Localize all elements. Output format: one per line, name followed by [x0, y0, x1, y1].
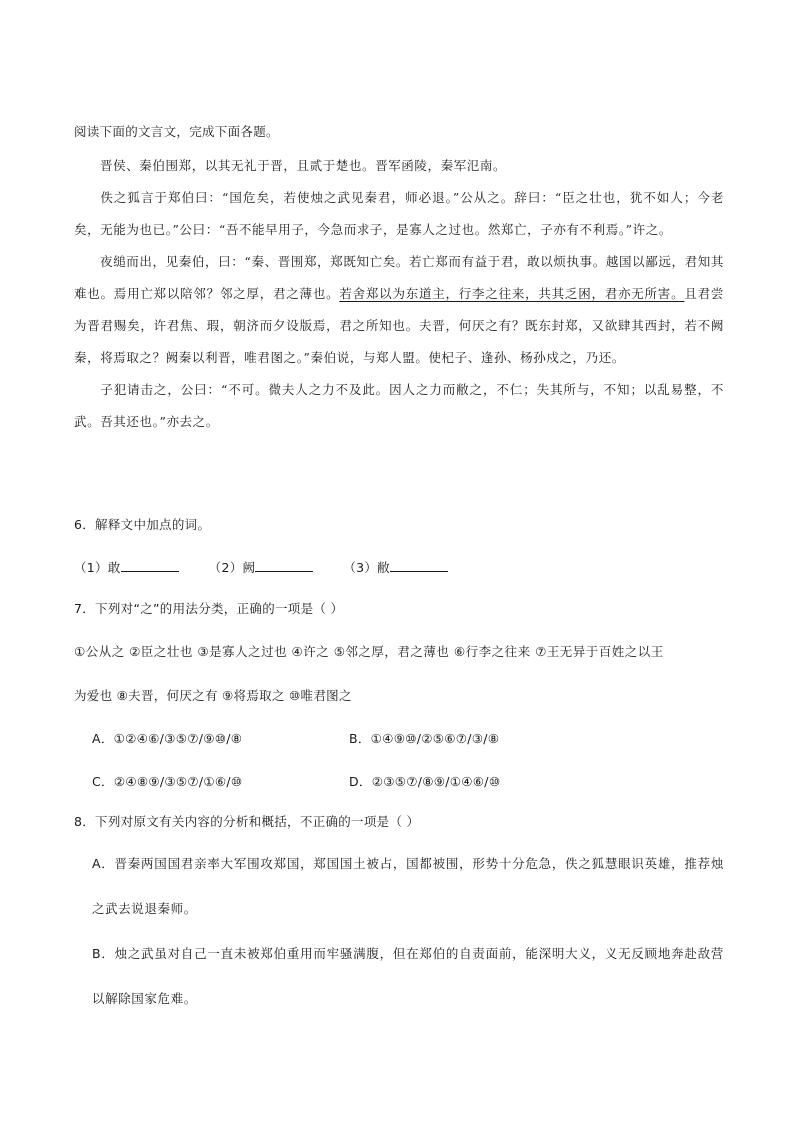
q8-option-b[interactable]: B．烛之武虽对自己一直未被郑伯重用而牢骚满腹，但在郑伯的自责面前，能深明大义，义无反顾地奔赴敌营以解除国家危难。 [92, 946, 724, 1006]
q7-option-c[interactable]: C．②④⑧⑨/③⑤⑦/①⑥/⑩ [92, 774, 243, 789]
q6-item-2: （2）阙 [208, 560, 256, 575]
q6-item-3: （3）敝 [343, 560, 390, 575]
passage-paragraph-3: 夜缒而出，见秦伯，曰：“秦、晋围郑，郑既知亡矣。若亡郑而有益于君，敢以烦执事。越国以鄙远，君知其难也。焉用亡郑以陪邻？邻之厚，君之薄也。若舍郑以为东道主，行李之往来，共其乏困，君亦无所害。且君尝为晋君赐矣，许君焦、瑕，朝济而夕设版焉，君之所知也。夫晋，何厌之有？既东封郑，又欲肆其西封，若不阙秦，将焉取之？阙秦以利晋，唯君图之。”秦伯说，与郑人盟。使杞子、逢孙、杨孙戍之，乃还。 [74, 254, 724, 365]
q6-item-1: （1）敢 [74, 560, 121, 575]
q6-answer-blank-2[interactable] [255, 559, 313, 572]
question-6-stem: 6．解释文中加点的词。 [74, 517, 211, 532]
question-6-items [74, 559, 478, 576]
reading-instruction: 阅读下面的文言文，完成下面各题。 [74, 124, 279, 139]
q6-answer-blank-3[interactable] [390, 559, 448, 572]
q7-option-d[interactable]: D．②③⑤⑦/⑧⑨/①④⑥/⑩ [349, 774, 501, 789]
passage-paragraph-4: 子犯请击之，公曰：“不可。微夫人之力不及此。因人之力而敝之，不仁；失其所与，不知；以乱易整，不武。吾其还也。”亦去之。 [74, 382, 724, 429]
q7-option-a[interactable]: A．①②④⑥/③⑤⑦/⑨⑩/⑧ [92, 731, 243, 746]
q7-option-b[interactable]: B．①④⑨⑩/②⑤⑥⑦/③/⑧ [349, 731, 500, 746]
q8-option-a[interactable]: A．晋秦两国国君亲率大军围攻郑国，郑国国土被占，国都被围，形势十分危急，佚之狐慧眼识英雄，推荐烛之武去说退秦师。 [92, 856, 724, 916]
passage-paragraph-2: 佚之狐言于郑伯曰：“国危矣，若使烛之武见秦君，师必退。”公从之。辞曰：“臣之壮也，犹不如人；今老矣，无能为也已。”公曰：“吾不能早用子，今急而求子，是寡人之过也。然郑亡，子亦有不利焉。”许之。 [74, 190, 724, 237]
q7-usage-list-line-2: 为爱也 ⑧夫晋，何厌之有 ⑨将焉取之 ⑩唯君图之 [74, 688, 352, 703]
question-8-stem: 8．下列对原文有关内容的分析和概括，不正确的一项是（ ） [74, 814, 420, 829]
passage-paragraph-1: 晋侯、秦伯围郑，以其无礼于晋，且贰于楚也。晋军函陵，秦军氾南。 [100, 158, 507, 173]
classical-passage [74, 150, 724, 438]
q6-answer-blank-1[interactable] [121, 559, 179, 572]
question-7-stem: 7．下列对“之”的用法分类，正确的一项是（ ） [74, 601, 344, 616]
q7-usage-list-line-1: ①公从之 ②臣之壮也 ③是寡人之过也 ④许之 ⑤邻之厚，君之薄也 ⑥行李之往来 ⑦王无异于百姓之以王 [74, 644, 664, 659]
underlined-sentence: 若舍郑以为东道主，行李之往来，共其乏困，君亦无所害。 [339, 286, 685, 301]
